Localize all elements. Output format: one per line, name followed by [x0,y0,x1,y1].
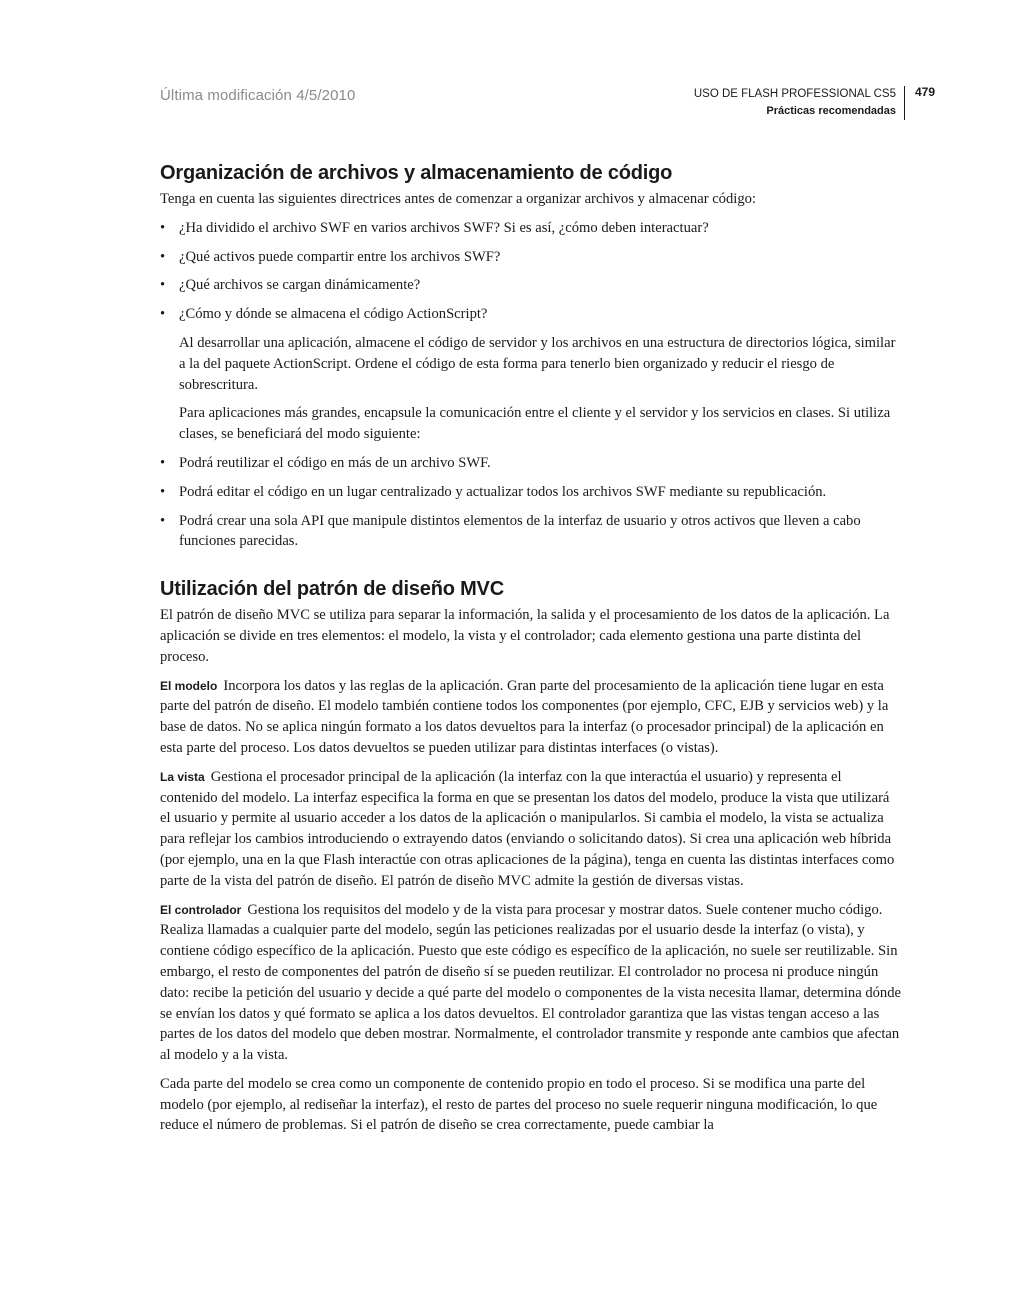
paragraph: Al desarrollar una aplicación, almacene el código de servidor y los archivos en una estructura de directorios lógica, similar a la del paquete ActionScript. Ordene el código de esta forma para tenerlo bien organizado y reducir el riesgo de sobrescritura. [179,334,896,393]
question-list [160,218,902,325]
model-description: Incorpora los datos y las reglas de la aplicación. Gran parte del procesamiento de la aplicación tiene lugar en esta parte del patrón de diseño. El modelo también contiene todos los componentes (por ejemplo, CFC, EJB y servicios web) y la base de datos. No se aplica ningún formato a los datos devueltos para la interfaz (o procesador principal) de la aplicación en esta parte del proceso. Los datos devueltos se pueden utilizar para distintas interfaces (o vistas). [160,677,889,756]
list-item: • Podrá editar el código en un lugar centralizado y actualizar todos los archivos SWF mediante su republicación. [160,482,902,503]
controller-description: Gestiona los requisitos del modelo y de la vista para procesar y mostrar datos. Suele contener mucho código. Realiza llamadas a cualquier parte del modelo, según las peticiones realizadas por el usuario desde la interfaz (o vista), y contiene código específico de la aplicación. Puesto que este código es específico de la aplicación, no suele ser reutilizable. Sin embargo, el resto de componentes del patrón de diseño sí se pueden reutilizar. El controlador no procesa ni produce ningún dato: recibe la petición del usuario y decide a qué parte del modelo o componentes de la vista necesita llamar, determina dónde se envían los datos y qué formato se aplica a los datos devueltos. El controlador garantiza que las vistas tengan acceso a las partes de los datos del modelo que deben mostrar. Normalmente, el controlador transmite y responde ante cambios que afectan al modelo y a la vista. [160,901,901,1064]
list-item: • ¿Qué archivos se cargan dinámicamente? [160,275,902,296]
term-controller: El controlador [160,902,242,917]
section-title-mvc: Utilización del patrón de diseño MVC [160,578,504,601]
list-item: • ¿Qué activos puede compartir entre los archivos SWF? [160,247,902,268]
page-content [160,160,902,1144]
view-description: Gestiona el procesador principal de la aplicación (la interfaz con la que interactúa el usuario) y representa el contenido del modelo. La interfaz especifica la forma en que se presentan los datos del modelo, produce la vista que utilizará el usuario y permite al usuario acceder a los datos de la aplicación o manipularlos. Si cambia el modelo, la vista se actualiza para reflejar los cambios introduciendo o extrayendo datos (enviando o solicitando datos). Si crea una aplicación web híbrida (por ejemplo, una en la que Flash interactúe con otras aplicaciones de la página), tenga en cuenta las distintas interfaces como parte de la vista del patrón de diseño. El patrón de diseño MVC admite la gestión de diversas vistas. [160,768,895,889]
paragraph: Para aplicaciones más grandes, encapsule la comunicación entre el cliente y el servidor y los servicios en clases. Si utiliza clases, se beneficiará del modo siguiente: [179,405,891,443]
benefit-list [160,453,902,552]
list-item: • Podrá crear una sola API que manipule distintos elementos de la interfaz de usuario y otros activos que lleven a cabo funciones parecidas. [160,511,902,553]
term-view: La vista [160,769,205,784]
list-item: • ¿Cómo y dónde se almacena el código ActionScript? [160,304,902,325]
chapter-title: Prácticas recomendadas [766,105,896,117]
view-paragraph [160,767,902,892]
running-header [694,86,905,120]
section-title-organization: Organización de archivos y almacenamiento de código [160,162,673,184]
product-title: USO DE FLASH PROFESSIONAL CS5 [693,88,896,100]
model-paragraph [160,676,902,759]
section-mvc [160,576,902,1136]
last-modified: Última modificación 4/5/2010 [160,87,356,104]
closing-paragraph: Cada parte del modelo se crea como un componente de contenido propio en todo el proceso. Si se modifica una parte del modelo (por ejemplo, al rediseñar la interfaz), el resto de partes del proceso no suele requerir ninguna modificación, lo que reduce el número de problemas. Si el patrón de diseño se crea correctamente, puede cambiar la [160,1075,878,1134]
section-intro: Tenga en cuenta las siguientes directrices antes de comenzar a organizar archivos y almacenar código: [160,191,756,207]
controller-paragraph [160,900,902,1066]
list-item: • Podrá reutilizar el código en más de un archivo SWF. [160,453,902,474]
section-intro: El patrón de diseño MVC se utiliza para separar la información, la salida y el procesamiento de los datos de la aplicación. La aplicación se divide en tres elementos: el modelo, la vista y el controlador; cada elemento gestiona una parte distinta del proceso. [160,607,890,665]
list-item: • ¿Ha dividido el archivo SWF en varios archivos SWF? Si es así, ¿cómo deben interactuar? [160,218,902,239]
term-model: El modelo [160,678,218,693]
page-number: 479 [915,85,936,99]
